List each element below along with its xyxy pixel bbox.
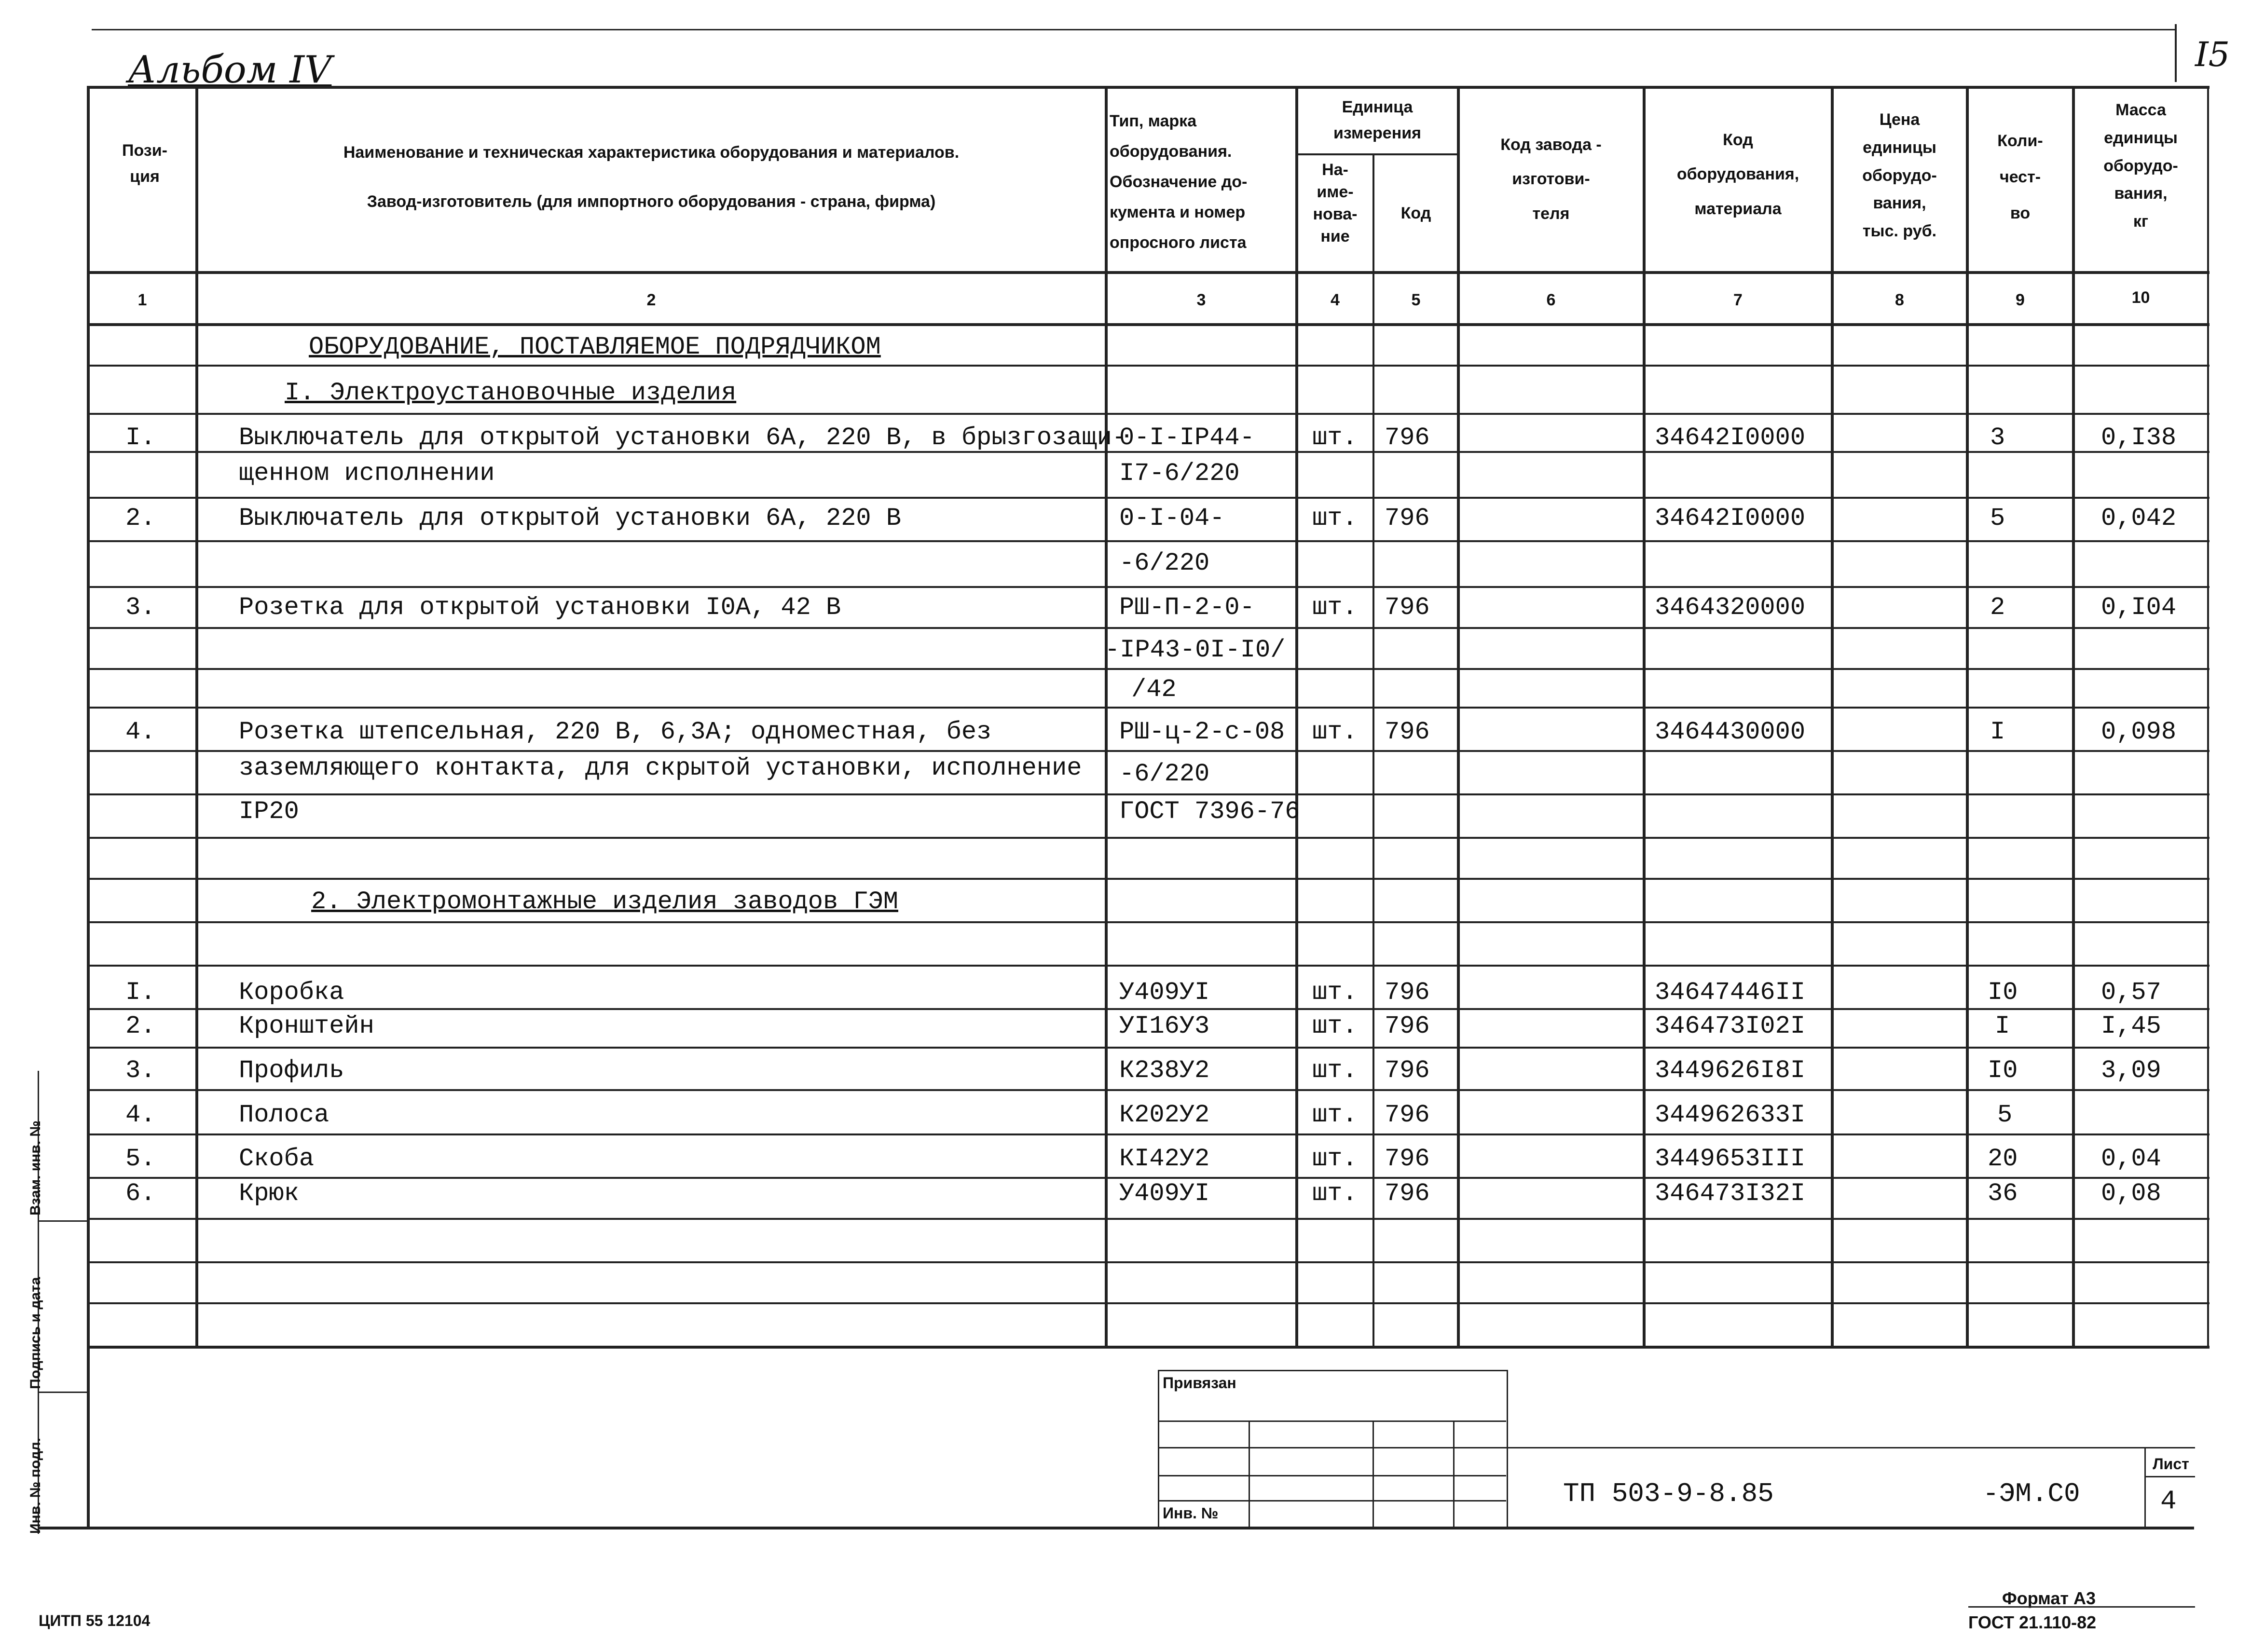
stamp-line bbox=[1249, 1420, 1250, 1527]
s2row5-mass: 0,04 bbox=[2101, 1145, 2161, 1173]
s2row5-qty: 20 bbox=[1988, 1145, 2018, 1173]
s2row4-qty: 5 bbox=[1997, 1101, 2013, 1129]
row3-type: РШ-П-2-0- bbox=[1119, 593, 1255, 622]
row2-qty: 5 bbox=[1990, 504, 2005, 532]
s2row3-unit: шт. bbox=[1312, 1056, 1358, 1085]
header-qty: Коли- чест- во bbox=[1997, 132, 2043, 222]
s2row5-type: КI42У2 bbox=[1119, 1145, 1210, 1173]
s2row5-unit: шт. bbox=[1312, 1145, 1358, 1173]
number-row-bottom-line bbox=[87, 323, 2210, 326]
col-line bbox=[1457, 86, 1460, 1346]
side-label-inv: Инв. № подл. bbox=[27, 1437, 43, 1534]
footer-org-code: ЦИТП 55 12104 bbox=[39, 1612, 151, 1629]
header-unit-name: На- име- нова- ние bbox=[1313, 161, 1358, 246]
row4-type: РШ-ц-2-с-08 bbox=[1119, 718, 1285, 746]
s2row1-mass: 0,57 bbox=[2101, 978, 2161, 1007]
row-line bbox=[87, 1218, 2210, 1220]
s2row6-pos: 6. bbox=[125, 1179, 156, 1208]
row-line bbox=[87, 1177, 2210, 1179]
doc-suffix: -ЭМ.С0 bbox=[1983, 1478, 2080, 1509]
row3-type-cont: -IP43-0I-I0/ bbox=[1105, 636, 1286, 664]
row4-unit: шт. bbox=[1312, 718, 1358, 746]
row3-type-cont2: /42 bbox=[1131, 675, 1177, 704]
row2-type-cont: -6/220 bbox=[1119, 549, 1210, 577]
row1-type: 0-I-IP44- bbox=[1119, 423, 1255, 452]
s2row5-code: 3449653III bbox=[1655, 1145, 1806, 1173]
s2row6-name: Крюк bbox=[239, 1179, 299, 1208]
s2row5-name: Скоба bbox=[239, 1145, 315, 1173]
s2row6-unit-code: 796 bbox=[1385, 1179, 1430, 1208]
colnum-5: 5 bbox=[1411, 291, 1421, 309]
s2row1-qty: I0 bbox=[1988, 978, 2018, 1007]
row-line bbox=[87, 586, 2210, 588]
section-1-text: I. Электроустановочные изделия bbox=[285, 379, 737, 407]
col-line bbox=[1295, 86, 1298, 1346]
row2-unit: шт. bbox=[1312, 504, 1358, 532]
row-line bbox=[87, 413, 2210, 415]
header-type: Тип, марка оборудования. Обозначение до- кумента и номер опросного листа bbox=[1110, 112, 1248, 252]
s2row6-mass: 0,08 bbox=[2101, 1179, 2161, 1208]
row3-qty: 2 bbox=[1990, 593, 2005, 622]
s2row5-pos: 5. bbox=[125, 1145, 156, 1173]
row3-code: 3464320000 bbox=[1655, 593, 1806, 622]
col-line bbox=[1643, 86, 1646, 1346]
row1-type-cont: I7-6/220 bbox=[1119, 459, 1240, 488]
s2row1-type: У409УI bbox=[1119, 978, 1210, 1007]
s2row6-qty: 36 bbox=[1988, 1179, 2018, 1208]
row4-name-cont: заземляющего контакта, для скрытой установки, исполнение bbox=[239, 754, 1082, 782]
s2row5-unit-code: 796 bbox=[1385, 1145, 1430, 1173]
s2row3-unit-code: 796 bbox=[1385, 1056, 1430, 1085]
row3-unit: шт. bbox=[1312, 593, 1358, 622]
row4-pos: 4. bbox=[125, 718, 156, 746]
header-factory-code: Код завода - изготови- теля bbox=[1500, 136, 1602, 223]
row-line bbox=[87, 837, 2210, 839]
section-1-title bbox=[285, 379, 736, 407]
row4-type-cont2: ГОСТ 7396-76 bbox=[1119, 797, 1300, 826]
section-main-title: ОБОРУДОВАНИЕ, ПОСТАВЛЯЕМОЕ ПОДРЯДЧИКОМ bbox=[309, 333, 881, 361]
row-line bbox=[87, 1302, 2210, 1304]
col-line bbox=[1966, 86, 1969, 1346]
s2row1-code: 34647446II bbox=[1655, 978, 1806, 1007]
header-name: Наименование и техническая характеристика оборудования и материалов. Завод-изготовитель (для импортного оборудования - страна, фирма) bbox=[343, 143, 960, 211]
row2-unit-code: 796 bbox=[1385, 504, 1430, 532]
side-label-signature: Подпись и дата bbox=[27, 1277, 43, 1389]
row-line bbox=[87, 1089, 2210, 1091]
row-line bbox=[87, 540, 2210, 542]
row1-code: 34642I0000 bbox=[1655, 423, 1806, 452]
s2row2-mass: I,45 bbox=[2101, 1012, 2161, 1040]
row3-pos: 3. bbox=[125, 593, 156, 622]
row1-pos: I. bbox=[125, 423, 156, 452]
unit-subheader-line bbox=[1295, 153, 1457, 155]
row3-name: Розетка для открытой установки I0А, 42 В bbox=[239, 593, 841, 622]
title-block-divider bbox=[2144, 1447, 2146, 1527]
header-unit: Единица измерения bbox=[1333, 98, 1421, 143]
footer-format: Формат А3 bbox=[2002, 1588, 2096, 1608]
s2row3-pos: 3. bbox=[125, 1056, 156, 1085]
header-mass: Масса единицы оборудо- вания, кг bbox=[2103, 101, 2178, 231]
sheet-label: Лист bbox=[2153, 1455, 2189, 1473]
colnum-9: 9 bbox=[2016, 291, 2025, 309]
row-line bbox=[87, 921, 2210, 923]
row1-mass: 0,I38 bbox=[2101, 423, 2177, 452]
colnum-6: 6 bbox=[1546, 291, 1556, 309]
row3-mass: 0,I04 bbox=[2101, 593, 2177, 622]
s2row4-type: К202У2 bbox=[1119, 1101, 1210, 1129]
s2row2-name: Кронштейн bbox=[239, 1012, 374, 1040]
row4-type-cont: -6/220 bbox=[1119, 760, 1210, 788]
colnum-3: 3 bbox=[1196, 291, 1206, 309]
s2row4-name: Полоса bbox=[239, 1101, 329, 1129]
table-top-border bbox=[87, 86, 2210, 89]
section-2-text: 2. Электромонтажные изделия заводов ГЭМ bbox=[311, 887, 898, 916]
row-line bbox=[87, 878, 2210, 880]
header-price: Цена единицы оборудо- вания, тыс. руб. bbox=[1862, 110, 1937, 241]
s2row2-unit: шт. bbox=[1312, 1012, 1358, 1040]
row1-name: Выключатель для открытой установки 6А, 220 В, в брызгозащи- bbox=[239, 423, 1127, 452]
side-label-replace: Взам. инв. № bbox=[27, 1120, 43, 1215]
row4-code: 3464430000 bbox=[1655, 718, 1806, 746]
section-2-title bbox=[311, 887, 898, 916]
row1-unit-code: 796 bbox=[1385, 423, 1430, 452]
row-line bbox=[87, 497, 2210, 499]
col-line bbox=[1373, 153, 1374, 1346]
row-line bbox=[87, 750, 2210, 752]
album-label: Альбом IV bbox=[128, 48, 332, 92]
row-line bbox=[87, 1008, 2210, 1010]
row2-name: Выключатель для открытой установки 6А, 220 В bbox=[239, 504, 902, 532]
row4-name: Розетка штепсельная, 220 В, 6,3А; одноместная, без bbox=[239, 718, 992, 746]
s2row3-mass: 3,09 bbox=[2101, 1056, 2161, 1085]
colnum-7: 7 bbox=[1733, 291, 1743, 309]
doc-code: ТП 503-9-8.85 bbox=[1563, 1478, 1774, 1509]
row1-name-cont: щенном исполнении bbox=[239, 459, 495, 488]
footer-gost: ГОСТ 21.110-82 bbox=[1968, 1612, 2097, 1632]
s2row3-name: Профиль bbox=[239, 1056, 344, 1085]
sheet-number-top: I5 bbox=[2195, 35, 2230, 74]
bottom-frame-line bbox=[38, 1527, 2194, 1529]
s2row4-unit-code: 796 bbox=[1385, 1101, 1430, 1129]
row-line bbox=[87, 627, 2210, 629]
row2-mass: 0,042 bbox=[2101, 504, 2177, 532]
s2row4-unit: шт. bbox=[1312, 1101, 1358, 1129]
colnum-4: 4 bbox=[1331, 291, 1340, 309]
row-line bbox=[87, 965, 2210, 967]
footer-line bbox=[1968, 1606, 2195, 1608]
s2row2-type: УI16У3 bbox=[1119, 1012, 1210, 1040]
s2row2-qty: I bbox=[1995, 1012, 2010, 1040]
row-line bbox=[87, 1133, 2210, 1135]
row4-mass: 0,098 bbox=[2101, 718, 2177, 746]
side-strip-divider bbox=[38, 1220, 87, 1222]
s2row1-unit-code: 796 bbox=[1385, 978, 1430, 1007]
title-block-top-line bbox=[1505, 1447, 2195, 1448]
stamp-line bbox=[1373, 1420, 1374, 1527]
s2row2-pos: 2. bbox=[125, 1012, 156, 1040]
colnum-8: 8 bbox=[1895, 291, 1904, 309]
row2-code: 34642I0000 bbox=[1655, 504, 1806, 532]
s2row6-code: 346473I32I bbox=[1655, 1179, 1806, 1208]
table-bottom-line bbox=[87, 1346, 2210, 1349]
stamp-line bbox=[1453, 1420, 1455, 1527]
col-line bbox=[1831, 86, 1834, 1346]
s2row6-type: У409УI bbox=[1119, 1179, 1210, 1208]
s2row4-pos: 4. bbox=[125, 1101, 156, 1129]
s2row2-unit-code: 796 bbox=[1385, 1012, 1430, 1040]
col-line bbox=[2072, 86, 2075, 1346]
row-line bbox=[87, 1047, 2210, 1049]
s2row4-code: 344962633I bbox=[1655, 1101, 1806, 1129]
s2row3-qty: I0 bbox=[1988, 1056, 2018, 1085]
col-line bbox=[195, 86, 198, 1346]
s2row3-type: К238У2 bbox=[1119, 1056, 1210, 1085]
row2-pos: 2. bbox=[125, 504, 156, 532]
header-bottom-line bbox=[87, 271, 2210, 274]
row2-type: 0-I-04- bbox=[1119, 504, 1225, 532]
s2row6-unit: шт. bbox=[1312, 1179, 1358, 1208]
colnum-1: 1 bbox=[137, 291, 147, 309]
stamp-attached-label: Привязан bbox=[1163, 1374, 1236, 1392]
row1-qty: 3 bbox=[1990, 423, 2005, 452]
col-line-right bbox=[2207, 86, 2209, 1346]
col-line bbox=[1105, 86, 1108, 1346]
top-right-frame-line bbox=[2175, 24, 2177, 82]
row-line bbox=[87, 707, 2210, 709]
colnum-2: 2 bbox=[646, 291, 656, 309]
s2row1-name: Коробка bbox=[239, 978, 344, 1007]
row-line bbox=[87, 668, 2210, 670]
row-line bbox=[87, 1261, 2210, 1263]
header-unit-code: Код bbox=[1400, 204, 1431, 222]
sheet-number: 4 bbox=[2160, 1486, 2177, 1516]
side-strip-divider bbox=[38, 1392, 87, 1393]
row4-unit-code: 796 bbox=[1385, 718, 1430, 746]
s2row1-pos: I. bbox=[125, 978, 156, 1007]
s2row1-unit: шт. bbox=[1312, 978, 1358, 1007]
header-material-code: Код оборудования, материала bbox=[1676, 131, 1799, 218]
row-line bbox=[87, 793, 2210, 795]
colnum-10: 10 bbox=[2131, 288, 2150, 307]
row3-unit-code: 796 bbox=[1385, 593, 1430, 622]
header-position: Пози- ция bbox=[122, 141, 167, 186]
row-line bbox=[87, 365, 2210, 367]
stamp-inv-label: Инв. № bbox=[1163, 1504, 1219, 1522]
row4-qty: I bbox=[1990, 718, 2005, 746]
row4-name-cont2: IP20 bbox=[239, 797, 299, 826]
row1-unit: шт. bbox=[1312, 423, 1358, 452]
s2row3-code: 3449626I8I bbox=[1655, 1056, 1806, 1085]
top-frame-line bbox=[92, 29, 2176, 30]
s2row2-code: 346473I02I bbox=[1655, 1012, 1806, 1040]
